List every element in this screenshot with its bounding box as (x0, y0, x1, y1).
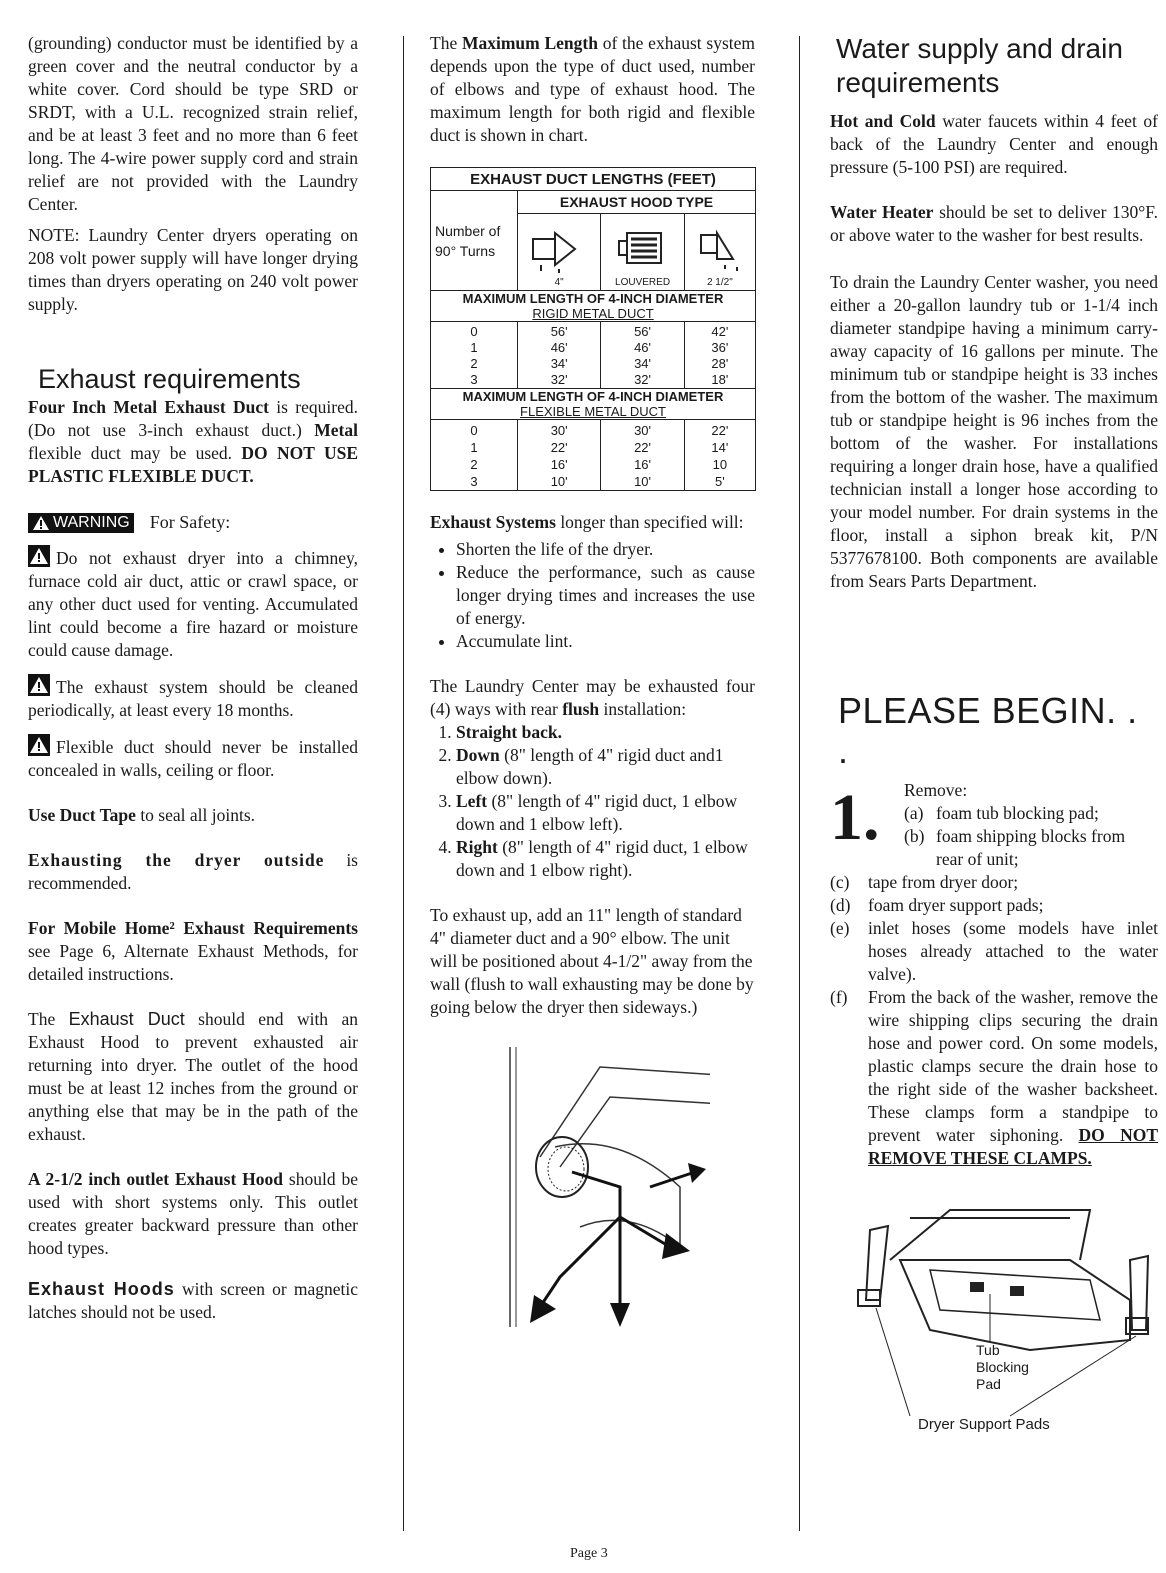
item-text: foam tub blocking pad; (936, 803, 1099, 823)
outside-paragraph (28, 849, 358, 895)
table-cell: 5' (715, 474, 725, 489)
hood-type-4in (518, 214, 601, 291)
outlet-text: should be used with short systems only. This outlet creates greater backward pressure than other hood types. (28, 1169, 358, 1258)
page-number: Page 3 (570, 1546, 608, 1561)
flex-header-line: MAXIMUM LENGTH OF 4-INCH DIAMETER (462, 389, 724, 404)
list-item (830, 871, 1158, 894)
outside-text: is recommended. (28, 850, 358, 893)
step-bold: Straight back. (456, 722, 562, 742)
duct-tape-bold: Use Duct Tape (28, 805, 136, 825)
step-text: (8" length of 4" rigid duct and1 elbow down). (456, 745, 724, 788)
table-cell: 1 (470, 340, 478, 355)
warning-item-2 (28, 674, 358, 722)
remove-list (830, 871, 1158, 1170)
table-cell: 10 (712, 457, 728, 472)
tub-blocking-label: Tub Blocking Pad (976, 1342, 1029, 1392)
table-cell: 32' (634, 372, 652, 387)
outside-bold: Exhausting the dryer outside (28, 850, 325, 870)
table-cell: 28' (711, 356, 729, 371)
exhaust-ways-list (430, 721, 755, 882)
table-cell: 2 (470, 356, 478, 371)
water-heater-bold: Water Heater (830, 202, 934, 222)
hoods-paragraph (28, 1278, 358, 1324)
warning-text-3: Flexible duct should never be installed concealed in walls, ceiling or floor. (28, 737, 358, 780)
exhaust-duct-paragraph (28, 1008, 358, 1146)
exhaust-heading: Exhaust requirements (38, 364, 301, 394)
water-heater-text: should be set to deliver 130°F. or above water to the washer for best results. (830, 202, 1158, 245)
step-text: (8" length of 4" rigid duct, 1 elbow down and 1 elbow right). (456, 837, 748, 880)
table-cell: 16' (634, 457, 652, 472)
mobile-home-text: see Page 6, Alternate Exhaust Methods, for detailed instructions. (28, 941, 358, 984)
table-cell: 14' (711, 440, 729, 455)
duct-caps-warning: DO NOT USE PLASTIC FLEXIBLE DUCT. (28, 443, 358, 486)
table-cell: 1 (470, 440, 478, 455)
voltage-note: NOTE: Laundry Center dryers operating on 208 volt power supply will have longer drying times than dryers operating on 240 volt power supply. (28, 225, 358, 314)
list-item: • Accumulate lint. (456, 630, 755, 653)
rigid-sub-line: RIGID METAL DUCT (532, 306, 654, 321)
hood-4in-icon (529, 227, 589, 277)
flex-sub-line: FLEXIBLE METAL DUCT (520, 404, 666, 419)
table-row (431, 322, 756, 389)
list-item: • Reduce the performance, such as cause longer drying times and increases the use of energy. (456, 561, 755, 630)
table-cell: 36' (711, 340, 729, 355)
remove-label: Remove: (904, 780, 968, 800)
warning-text-2: The exhaust system should be cleaned periodically, at least every 18 months. (28, 677, 358, 720)
warning-text-1: Do not exhaust dryer into a chimney, furnace cold air duct, attic or crawl space, or any other duct used for venting. Accumulated lint could become a fire hazard or moisture could cause damage. (28, 548, 358, 660)
table-cell: 46' (634, 340, 652, 355)
mobile-home-paragraph (28, 917, 358, 986)
exhaust-duct-bold: Exhaust Duct (68, 1009, 185, 1029)
outlet-paragraph (28, 1168, 358, 1260)
table-cell: 30' (550, 423, 568, 438)
table-row (431, 420, 756, 491)
exhaust-systems-text: longer than specified will: (555, 512, 744, 532)
table-cell: 2 (470, 457, 478, 472)
list-item (456, 721, 755, 744)
step-text: (8" length of 4" rigid duct, 1 elbow down and 1 elbow left). (456, 791, 738, 834)
list-item (830, 986, 1158, 1170)
warning-icon (32, 515, 50, 531)
warning-row (28, 512, 358, 533)
flush-bold: flush (562, 699, 600, 719)
mobile-home-bold: For Mobile Home² Exhaust Requirements (28, 918, 358, 938)
max-length-lead: The (430, 33, 462, 53)
turns-label: Number of 90° Turns (431, 191, 518, 291)
item-f-text: From the back of the washer, remove the wire shipping clips securing the drain hose and power cord. On some models, plastic clamps secure the drain hose to the right side of the washer backsheet. These clamps form a standpipe to prevent water siphoning. (868, 987, 1158, 1145)
washer-figure (830, 1190, 1150, 1440)
table-cell: 0 (470, 423, 478, 438)
washer-top-illustration (830, 1190, 1150, 1440)
grounding-paragraph: (grounding) conductor must be identified by a green cover and the neutral conductor by a white cover. Cord should be type SRD or SRDT, with a U.L. recognized strain relief, and be at least 3 feet and no more than 6 feet long. The 4-wire power supply cord and strain relief are not provided with the Laundry Center. (28, 33, 358, 214)
table-cell: 0 (470, 324, 478, 339)
hood-louvered-icon (613, 227, 673, 277)
duct-text-a: is required. (Do not use 3-inch exhaust duct.) (28, 397, 358, 440)
hood-type-louvered (601, 214, 684, 291)
table-cell: 34' (550, 356, 568, 371)
hood-type-header: EXHAUST HOOD TYPE (518, 191, 756, 214)
list-item: • Shorten the life of the dryer. (456, 538, 755, 561)
table-cell: 18' (711, 372, 729, 387)
list-item (456, 836, 755, 882)
exhaust-diagram (480, 1037, 710, 1337)
item-letter: (a) (904, 803, 924, 823)
duct-bold: Four Inch Metal Exhaust Duct (28, 397, 269, 417)
item-text (868, 986, 1158, 1170)
left-column (28, 28, 358, 1324)
right-column (830, 28, 1158, 1440)
table-cell: 22' (550, 440, 568, 455)
water-heading: Water supply and drain requirements (836, 33, 1123, 98)
max-length-bold: Maximum Length (461, 33, 598, 53)
exhaust-up-paragraph: To exhaust up, add an 11" length of standard 4" diameter duct and a 90° elbow. The unit will be positioned about 4-1/2" away from the wall (flush to wall exhausting may be done by going below the dryer then sideways.) (430, 905, 754, 1017)
exhaust-duct-text: should end with an Exhaust Hood to prevent exhausted air returning into dryer. The outlet of the hood must be at least 12 inches from the ground or anything else that may be in the path of the exhaust. (28, 1009, 358, 1144)
hot-cold-paragraph (830, 110, 1158, 179)
table-cell: 3 (470, 372, 478, 387)
rigid-header (431, 291, 756, 322)
duct-tape-paragraph (28, 804, 358, 827)
table-cell: 10' (550, 474, 568, 489)
four-ways-lead: The Laundry Center may be exhausted four (4) ways with rear (430, 676, 755, 719)
duct-text-b: flexible duct may be used. (28, 443, 233, 463)
caution-icon (28, 545, 50, 567)
do-not-remove-bold: DO NOT REMOVE THESE CLAMPS. (868, 1125, 1158, 1168)
item-letter: (f) (830, 987, 848, 1007)
flex-header (431, 389, 756, 420)
column-divider-right (799, 36, 800, 1531)
item-letter: (b) (904, 826, 925, 846)
middle-column (430, 28, 755, 1337)
item-text: foam dryer support pads; (868, 895, 1044, 915)
table-cell: 46' (550, 340, 568, 355)
step-1-block (830, 779, 1158, 871)
list-item (904, 802, 1126, 825)
list-item (830, 917, 1158, 986)
four-ways-paragraph (430, 675, 755, 721)
list-item (830, 894, 1158, 917)
please-begin-heading: PLEASE BEGIN. . . (838, 690, 1138, 771)
warning-label: WARNING (53, 513, 130, 531)
step-number: 1. (830, 781, 880, 854)
consequences-list (430, 538, 755, 653)
outlet-bold: A 2-1/2 inch outlet Exhaust Hood (28, 1169, 284, 1189)
warning-item-3 (28, 734, 358, 782)
item-letter: (e) (830, 918, 850, 938)
hot-cold-text: water faucets within 4 feet of back of the Laundry Center and enough pressure (5-100 PSI) are required. (830, 111, 1158, 177)
for-safety-label: For Safety: (149, 512, 231, 532)
step-bold: Right (456, 837, 498, 857)
warning-badge (28, 513, 134, 533)
table-cell: 22' (711, 423, 729, 438)
item-letter: (d) (830, 895, 851, 915)
hot-cold-bold: Hot and Cold (830, 111, 936, 131)
table-cell: 56' (550, 324, 568, 339)
column-divider-left (403, 36, 404, 1531)
table-cell: 56' (634, 324, 652, 339)
dryer-support-label: Dryer Support Pads (918, 1416, 1050, 1433)
table-cell: 34' (634, 356, 652, 371)
hood-type-2half (684, 214, 755, 291)
max-length-text: of the exhaust system depends upon the type of duct used, number of elbows and type of exhaust hood. The maximum length for both rigid and flexible duct is shown in chart. (430, 33, 755, 145)
table-cell: 42' (711, 324, 729, 339)
table-cell: 3 (470, 474, 478, 489)
hood-2half-icon (695, 227, 745, 277)
duct-tape-text: to seal all joints. (135, 805, 256, 825)
table-cell: 32' (550, 372, 568, 387)
exhaust-systems-bold: Exhaust Systems (430, 512, 556, 532)
table-cell: 30' (634, 423, 652, 438)
table-cell: 10' (634, 474, 652, 489)
exhaust-systems-paragraph (430, 511, 755, 534)
water-heater-paragraph (830, 201, 1158, 247)
list-item (456, 744, 755, 790)
item-letter: (c) (830, 872, 850, 892)
exhaust-duct-lead: The (28, 1009, 69, 1029)
warning-item-1 (28, 545, 358, 662)
item-text: inlet hoses (some models have inlet hoses already attached to the water valve). (868, 918, 1158, 984)
list-item (456, 790, 755, 836)
max-length-paragraph (430, 32, 755, 147)
table-cell: 16' (550, 457, 568, 472)
caution-icon (28, 674, 50, 696)
drain-paragraph: To drain the Laundry Center washer, you need either a 20-gallon laundry tub or 1-1/4 inch diameter standpipe having a minimum carry-away capacity of 16 gallons per minute. The minimum tub or standpipe height is 33 inches from the bottom of the washer. The maximum tub or standpipe height is 96 inches from the bottom of the washer. For installations requiring a longer drain hose, have a qualified technician install a longer hose according to your model number. For drain systems in the floor, install a siphon break kit, P/N 5377678100. Both components are available from Sears Parts Department. (830, 272, 1158, 591)
exhaust-duct-table (430, 167, 756, 491)
duct-paragraph (28, 396, 358, 488)
hood-type-label: 2 1/2" (706, 277, 733, 288)
hood-type-label: LOUVERED (615, 277, 671, 288)
rigid-header-line: MAXIMUM LENGTH OF 4-INCH DIAMETER (462, 291, 724, 306)
item-text: tape from dryer door; (868, 872, 1019, 892)
step-1-remove (904, 779, 1126, 871)
item-text: foam shipping blocks from rear of unit; (936, 826, 1126, 869)
caution-icon (28, 734, 50, 756)
duct-bold-metal: Metal (314, 420, 358, 440)
table-cell: 22' (634, 440, 652, 455)
hoods-bold: Exhaust Hoods (28, 1279, 175, 1299)
table-title: EXHAUST DUCT LENGTHS (FEET) (431, 168, 756, 191)
four-ways-text: installation: (599, 699, 687, 719)
step-bold: Left (456, 791, 488, 811)
list-item (904, 825, 1126, 871)
hoods-text: with screen or magnetic latches should not be used. (28, 1279, 358, 1322)
step-bold: Down (456, 745, 500, 765)
hood-type-label: 4" (554, 277, 564, 288)
